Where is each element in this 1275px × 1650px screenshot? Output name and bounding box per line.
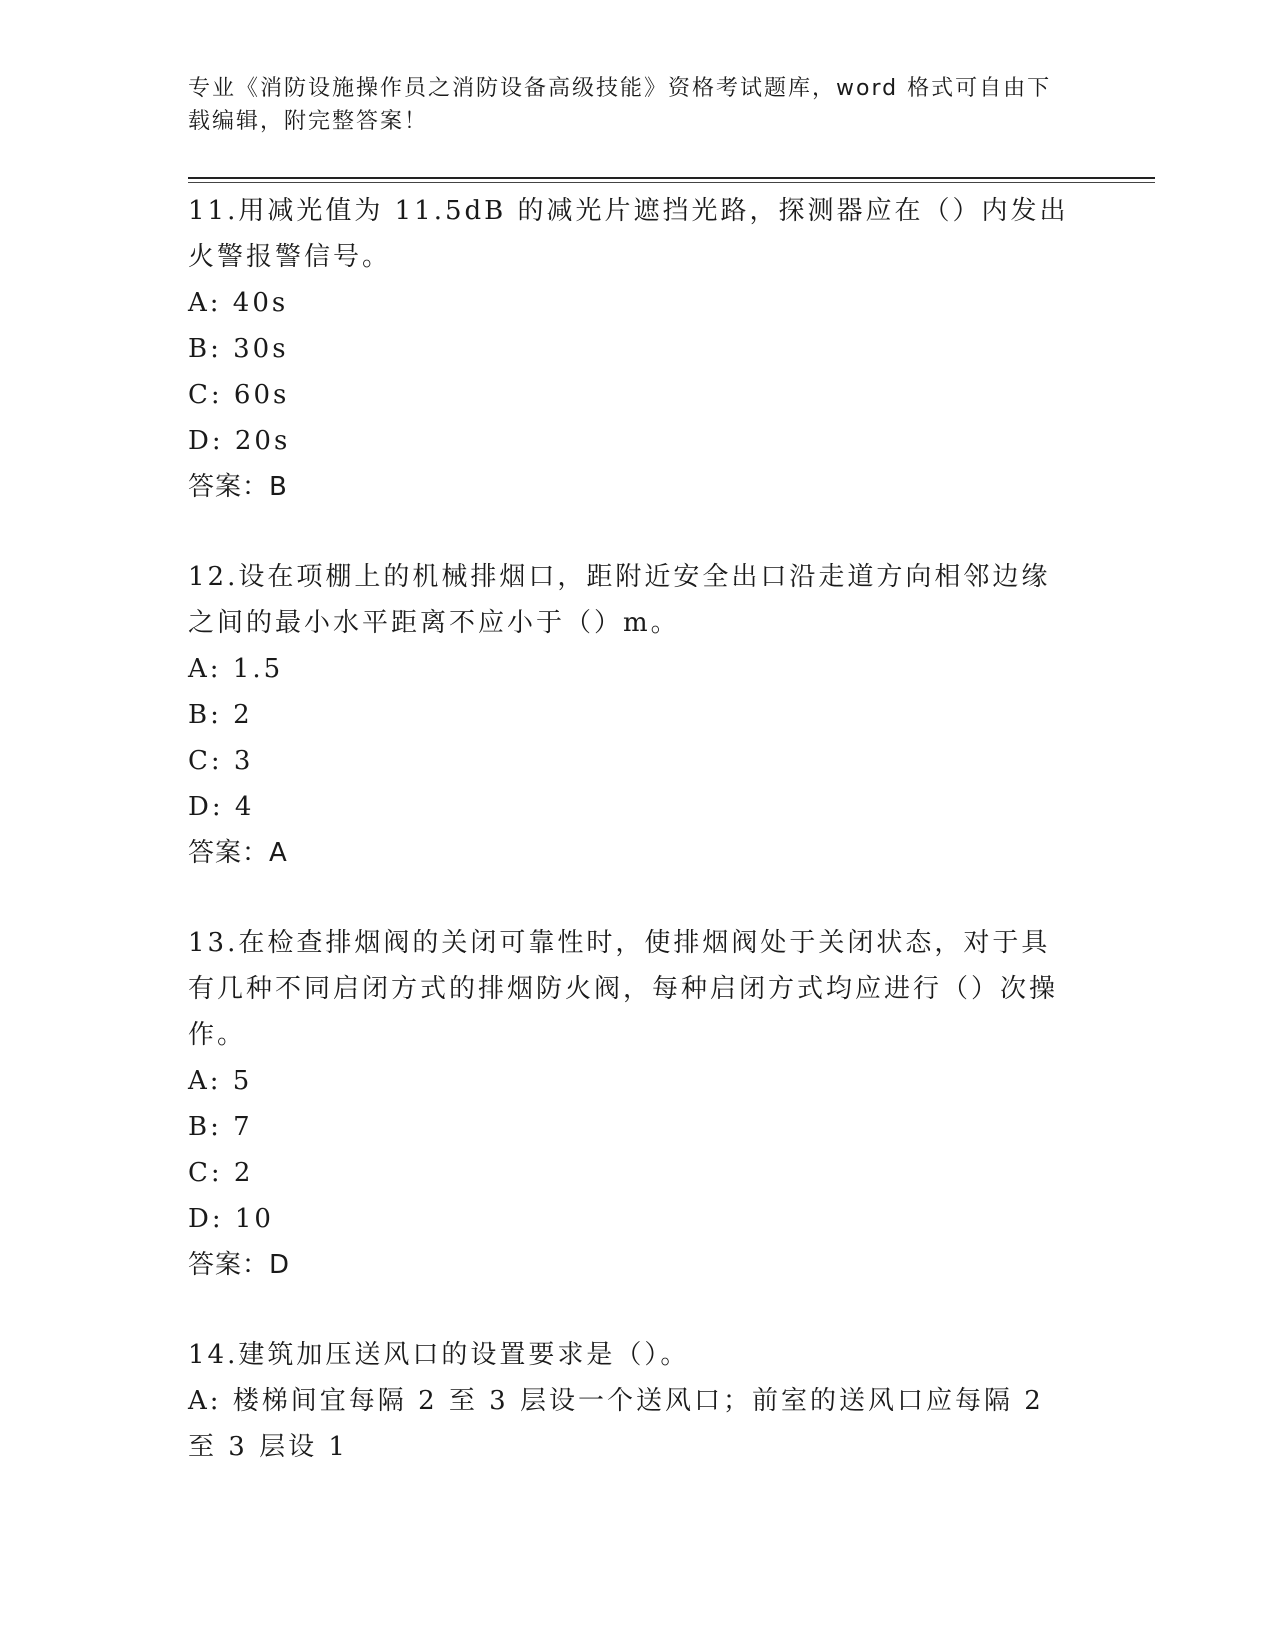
question-13 [188,920,1088,1288]
option-a: A: 40s [188,288,289,318]
option-c: C: 60s [188,380,290,410]
question-stem: 11.用减光值为 11.5dB 的减光片遮挡光路，探测器应在（）内发出火警报警信号。 [188,196,1069,272]
option-b: B: 30s [188,334,289,364]
option-b: B: 7 [188,1112,253,1142]
question-12 [188,554,1088,876]
document-page [188,0,1088,1650]
option-a: A: 1.5 [188,654,284,684]
question-list [188,188,1088,1514]
question-11 [188,188,1088,510]
question-14 [188,1332,1088,1470]
answer-line: 答案：A [188,838,288,868]
option-d: D: 20s [188,426,291,456]
option-a: A: 楼梯间宜每隔 2 至 3 层设一个送风口；前室的送风口应每隔 2 至 3 层设 1 [188,1386,1044,1462]
option-a: A: 5 [188,1066,253,1096]
question-stem: 13.在检查排烟阀的关闭可靠性时，使排烟阀处于关闭状态，对于具有几种不同启闭方式的排烟防火阀，每种启闭方式均应进行（）次操作。 [188,928,1059,1050]
option-d: D: 10 [188,1204,274,1234]
option-c: C: 2 [188,1158,254,1188]
option-b: B: 2 [188,700,253,730]
option-c: C: 3 [188,746,254,776]
answer-line: 答案：D [188,1250,291,1280]
document-header: 专业《消防设施操作员之消防设备高级技能》资格考试题库，word 格式可自由下载编辑，附完整答案！ [188,76,1052,134]
question-stem: 12.设在项棚上的机械排烟口，距附近安全出口沿走道方向相邻边缘之间的最小水平距离不应小于（）m。 [188,562,1051,638]
header-rule-thin [188,182,1155,183]
answer-line: 答案：B [188,472,288,502]
option-d: D: 4 [188,792,255,822]
question-stem: 14.建筑加压送风口的设置要求是（）。 [188,1340,690,1370]
header-rule-thick [188,177,1155,179]
